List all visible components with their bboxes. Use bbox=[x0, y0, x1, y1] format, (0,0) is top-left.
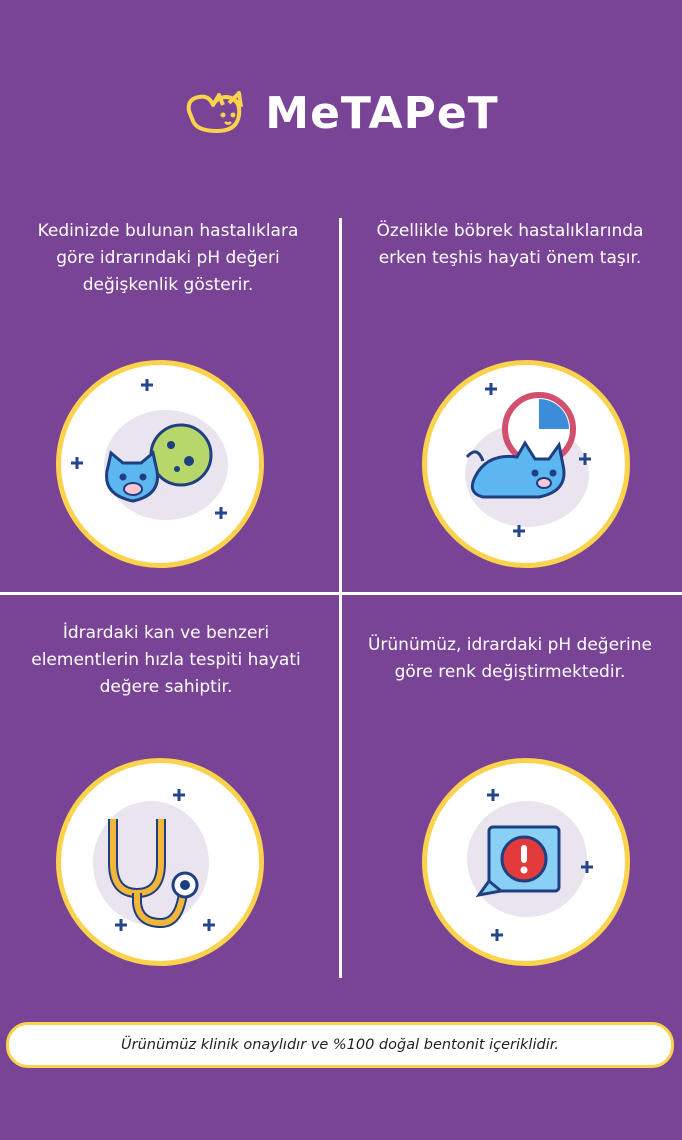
brand-logo bbox=[0, 88, 682, 139]
horizontal-divider bbox=[0, 592, 682, 595]
cell-4-text: Ürünümüz, idrardaki pH değerine göre renk değiştirmektedir. bbox=[367, 635, 653, 682]
cell-1-circle bbox=[56, 360, 264, 568]
brand-name: MeTAPeT bbox=[265, 88, 499, 139]
claim-banner bbox=[6, 1022, 674, 1068]
vertical-divider bbox=[339, 218, 342, 978]
cat-germ-icon bbox=[61, 365, 259, 563]
cell-1-text: Kedinizde bulunan hastalıklara göre idrarındaki pH değeri değişkenlik gösterir. bbox=[37, 221, 299, 295]
stethoscope-icon bbox=[61, 763, 259, 961]
cell-3-circle bbox=[56, 758, 264, 966]
banner-text: Ürünümüz klinik onaylıdır ve %100 doğal bentonit içeriklidir. bbox=[121, 1037, 559, 1053]
cell-4-circle bbox=[422, 758, 630, 966]
cat-clock-icon bbox=[427, 365, 625, 563]
cell-3-text: İdrardaki kan ve benzeri elementlerin hızla tespiti hayati değere sahiptir. bbox=[31, 623, 301, 697]
cell-2-text: Özellikle böbrek hastalıklarında erken teşhis hayati önem taşır. bbox=[376, 221, 644, 268]
cell-2-circle bbox=[422, 360, 630, 568]
cat-dog-logo-icon bbox=[183, 91, 255, 137]
alert-message-icon bbox=[427, 763, 625, 961]
